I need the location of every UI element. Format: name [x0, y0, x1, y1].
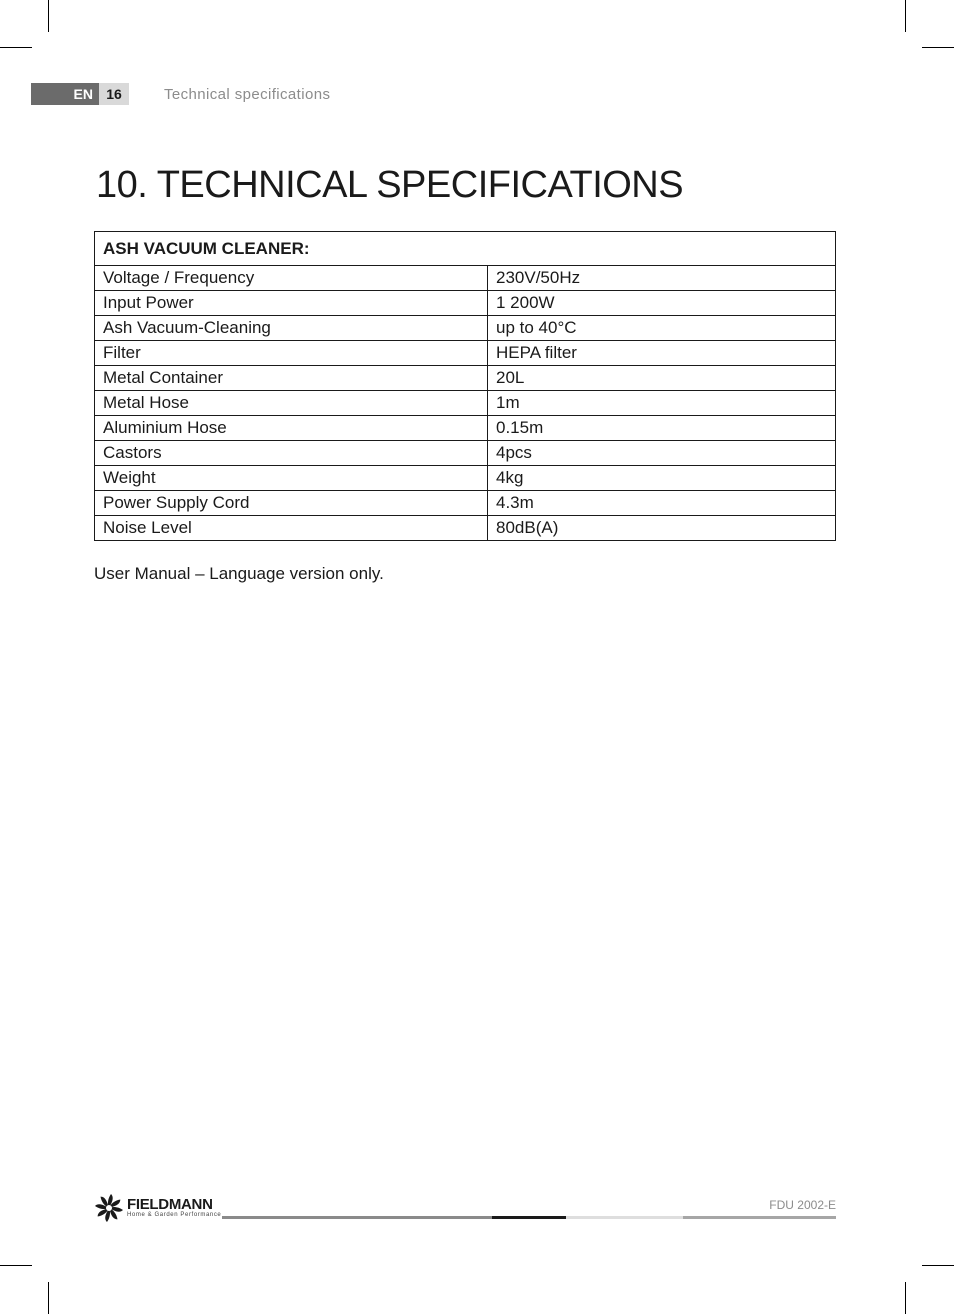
table-row — [95, 491, 836, 516]
section-title: Technical specifications — [164, 85, 331, 103]
spec-value: up to 40°C — [488, 316, 836, 341]
model-number: FDU 2002-E — [769, 1198, 836, 1212]
spec-value: 4pcs — [488, 441, 836, 466]
brand-tagline: Home & Garden Performance — [127, 1212, 222, 1218]
crop-mark — [922, 47, 954, 48]
footer-bar-segment — [683, 1216, 836, 1219]
flower-logo-icon — [94, 1193, 124, 1223]
spec-label: Weight — [95, 466, 488, 491]
table-row — [95, 441, 836, 466]
footnote: User Manual – Language version only. — [94, 564, 384, 583]
table-row — [95, 316, 836, 341]
brand-name: FIELDMANN — [127, 1196, 213, 1213]
spec-label: Ash Vacuum-Cleaning — [95, 316, 488, 341]
page-title: 10. TECHNICAL SPECIFICATIONS — [96, 164, 684, 206]
brand-logo — [94, 1193, 222, 1223]
table-row — [95, 391, 836, 416]
table-row — [95, 266, 836, 291]
crop-mark — [905, 1282, 906, 1314]
spec-label: Metal Container — [95, 366, 488, 391]
crop-mark — [0, 47, 32, 48]
crop-mark — [922, 1265, 954, 1266]
page-number: 16 — [99, 83, 129, 105]
crop-mark — [905, 0, 906, 32]
spec-label: Aluminium Hose — [95, 416, 488, 441]
spec-table — [94, 231, 836, 541]
footer-bar-segment — [222, 1216, 492, 1219]
spec-value: 4kg — [488, 466, 836, 491]
footer-bar-segment — [566, 1216, 683, 1219]
table-row — [95, 341, 836, 366]
spec-label: Metal Hose — [95, 391, 488, 416]
spec-value: 20L — [488, 366, 836, 391]
page-header — [31, 83, 330, 105]
spec-value: 1 200W — [488, 291, 836, 316]
spec-value: 1m — [488, 391, 836, 416]
spec-label: Noise Level — [95, 516, 488, 541]
table-caption-row — [95, 232, 836, 266]
language-badge: EN — [31, 83, 99, 105]
spec-label: Filter — [95, 341, 488, 366]
spec-value: 4.3m — [488, 491, 836, 516]
spec-value: 0.15m — [488, 416, 836, 441]
crop-mark — [48, 0, 49, 32]
table-row — [95, 366, 836, 391]
spec-label: Power Supply Cord — [95, 491, 488, 516]
spec-label: Voltage / Frequency — [95, 266, 488, 291]
table-row — [95, 416, 836, 441]
spec-value: 80dB(A) — [488, 516, 836, 541]
spec-value: 230V/50Hz — [488, 266, 836, 291]
table-row — [95, 516, 836, 541]
crop-mark — [0, 1265, 32, 1266]
footer-bar-segment — [492, 1216, 566, 1219]
table-row — [95, 291, 836, 316]
table-caption: ASH VACUUM CLEANER: — [95, 232, 836, 266]
table-row — [95, 466, 836, 491]
spec-value: HEPA filter — [488, 341, 836, 366]
spec-label: Castors — [95, 441, 488, 466]
spec-table-body — [95, 266, 836, 541]
spec-label: Input Power — [95, 291, 488, 316]
crop-mark — [48, 1282, 49, 1314]
